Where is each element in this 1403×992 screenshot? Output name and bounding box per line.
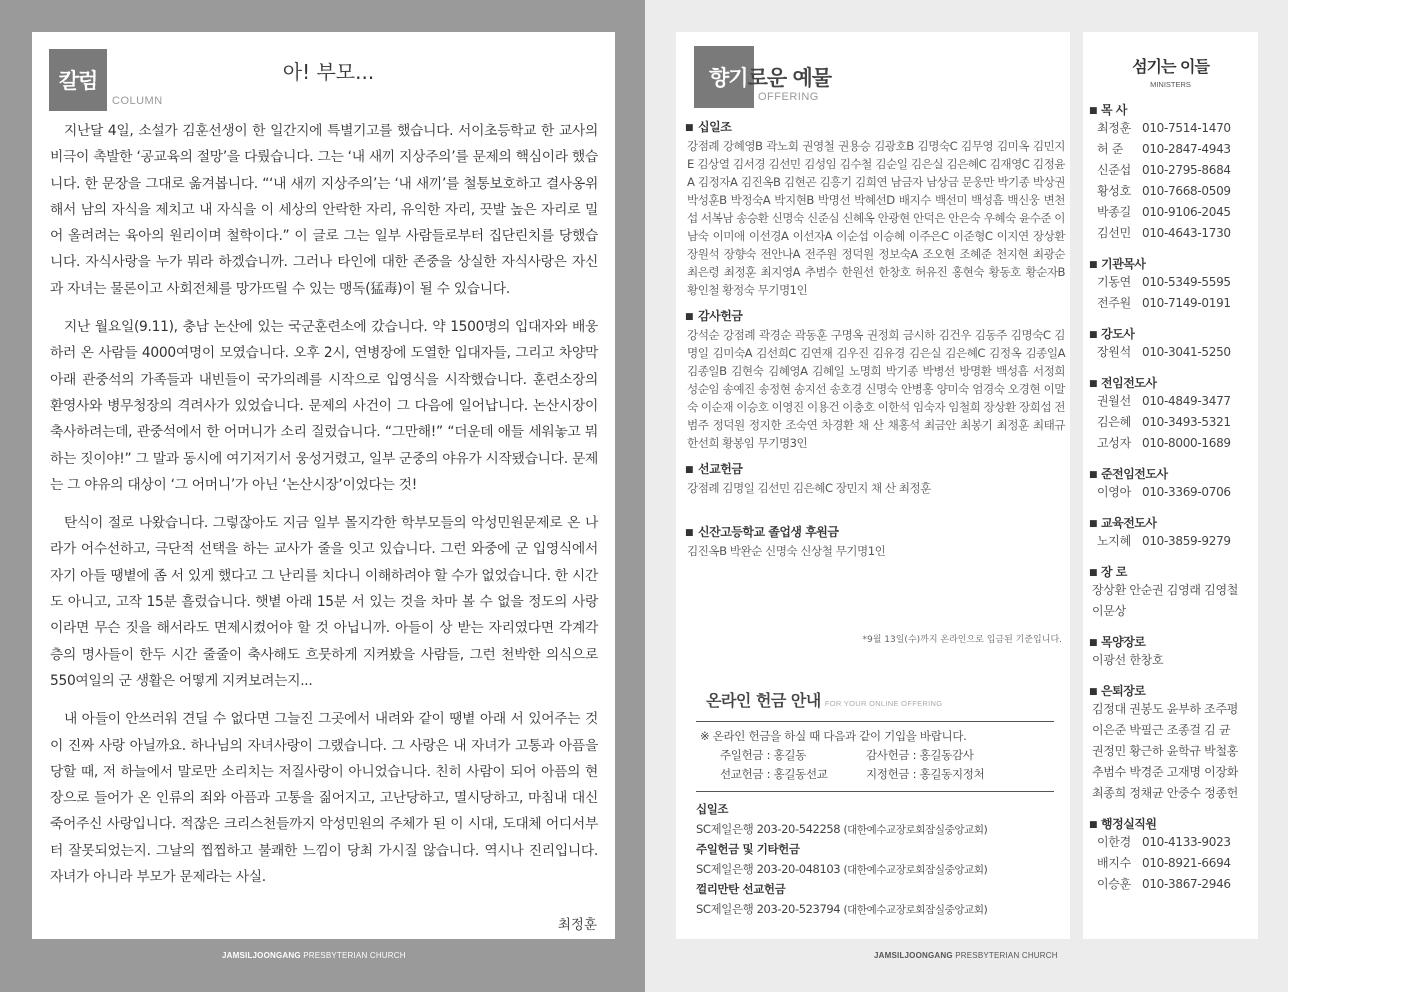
minister-name: 전주원	[1097, 296, 1131, 310]
minister-group-title: ■ 전임전도사	[1089, 374, 1254, 391]
group-gap	[1089, 552, 1254, 560]
minister-name: 김선민	[1097, 226, 1131, 240]
minister-name: 기동연	[1097, 275, 1131, 289]
minister-name: 이영아	[1097, 485, 1131, 499]
section-title-mission: ■ 선교헌금	[685, 460, 1065, 477]
column-paragraph: 지난달 4일, 소설가 김훈선생이 한 일간지에 특별기고를 했습니다. 서이초등학교 한 교사의 비극이 촉발한 ‘공교육의 절망’을 다뤘습니다. 그는 ‘내 새끼 지상주의’를 문제의 핵심이라 했습니다. 한 문장을 그대로 옮겨봅니다. “‘내 새끼 지상주의’는 ‘내 새끼’를 철통보호하고 결사옹위해서 남의 자식을 제치고 내 자식을 이 세상의 안락한 자리, 유익한 자리, 끗발 높은 자리로 밀어 올려려는 육아의 원리이며 철학이다.” 이 글로 그는 일부 사람들로부터 집단린치를 당했습니다. 자식사랑을 누가 뭐라 하겠습니까. 그러나 타인에 대한 존중을 상실한 자식사랑은 자신과 자녀는 물론이고 사회전체를 망가뜨릴 수 있는 맹독(猛毒)이 될 수 있습니다.	[50, 123, 598, 297]
offering-note: *9월 13일(수)까지 온라인으로 입금된 기준입니다.	[862, 635, 1062, 645]
divider	[696, 791, 1054, 792]
minister-name: 이승훈	[1097, 877, 1131, 891]
group-gap	[1089, 454, 1254, 462]
minister-phone: 010-9106-2045	[1142, 205, 1231, 219]
minister-phone: 010-7149-0191	[1142, 296, 1231, 310]
minister-phone: 010-3859-9279	[1142, 534, 1231, 548]
minister-row	[1089, 272, 1254, 293]
bank-accounts	[696, 800, 987, 920]
elder-names: 이문상	[1092, 604, 1126, 618]
minister-row	[1089, 342, 1254, 363]
column-tag: 칼럼	[49, 49, 107, 111]
guide-example: 선교헌금 : 홍길동선교	[720, 767, 828, 781]
divider	[696, 721, 1054, 722]
section-title-thanks: ■ 감사헌금	[685, 307, 1065, 324]
minister-group-title: ■ 교육전도사	[1089, 514, 1254, 531]
section-names-thanks: 강석순 강점례 곽경순 곽동훈 구명옥 권정희 금시하 김건우 김동주 김명숙C 김명일 김미숙A 김선희C 김연재 김우진 김유경 김은실 김은혜C 김정옥 김종일A 김종일B 김현숙 김혜영A 김혜일 노명희 박기종 박병선 방명환 백성흠 서정희 성순임 송예진 송정현 송지선 송호경 신명숙 안병홍 양미숙 엄경숙 오경현 이말숙 이순재 이승호 이영진 이용건 이충호 이한석 임숙자 임철희 장상환 장희섭 전범주 정덕원 정지한 조숙연 차경환 채 산 채홍석 최금안 최봉기 최정훈 최태규 한선희 황봉임 무기명3인	[687, 328, 1065, 450]
minister-row	[1089, 181, 1254, 202]
right-footer: JAMSILJOONGANG PRESBYTERIAN CHURCH	[874, 951, 1058, 960]
minister-group-title: ■ 목양장로	[1089, 633, 1254, 650]
minister-row	[1089, 293, 1254, 314]
minister-row	[1089, 139, 1254, 160]
section-title-tithe: ■ 십일조	[685, 118, 1065, 135]
minister-name: 고성자	[1097, 436, 1131, 450]
column-panel	[32, 32, 615, 939]
minister-phone: 010-4643-1730	[1142, 226, 1231, 240]
minister-row	[1089, 853, 1254, 874]
guide-example: 감사헌금 : 홍길동감사	[866, 748, 974, 762]
minister-row	[1089, 531, 1254, 552]
account-title: 껄리만탄 선교헌금	[696, 882, 786, 896]
group-gap	[1089, 622, 1254, 630]
minister-name: 김은혜	[1097, 415, 1131, 429]
ministers-list	[1089, 98, 1254, 895]
minister-row	[1089, 832, 1254, 853]
section-names-tithe: 강점례 강혜영B 곽노회 권영철 권용승 김광호B 김명숙C 김무영 김미옥 김민지E 김상열 김서경 김선민 김성임 김수철 김순일 김은실 김은혜C 김재영C 김정윤A 김정자A 김진옥B 김현곤 김흥기 김희연 남금자 남상금 문웅만 박기종 박상권 박성훈B 박정숙A 박지현B 박명선 박혜선D 배지수 백선미 백성흠 백신웅 변천섭 서복남 송승환 신명숙 신준심 신혜옥 안광현 안덕은 안은숙 우혜숙 윤수준 이남숙 이미애 이선경A 이선자A 이순섭 이승혜 이주은C 이준형C 이지연 장상환 장원석 장향숙 전안나A 전주원 정덕원 정보숙A 조오현 조혜준 천지현 최광순 최은령 최정훈 최지영A 추범수 한원선 한창호 허유진 홍현숙 황동호 황순자B 황인철 황정숙 무기명1인	[687, 139, 1065, 297]
column-paragraph: 내 아들이 안쓰러워 견딜 수 없다면 그늘진 그곳에서 내려와 같이 땡볕 아래 서 있어주는 것이 진짜 사랑 아닐까요. 하나님의 자녀사랑이 그랬습니다. 그 사랑은 내 자녀가 고통과 아픔을 당할 때, 저 하늘에서 말로만 소리치는 저질사랑이 아니었습니다. 친히 사람이 되어 아픔의 현장으로 들어가 온 인류의 죄와 아픔과 고통을 짊어지고, 고난당하고, 멸시당하고, 마침내 대신 죽어주신 사랑입니다. 적잖은 크리스천들까지 악성민원의 주체가 된 이 시대, 도대체 어디서부터 잘못되었는지. 그날의 찝찝하고 불쾌한 느낌이 당최 가시질 않습니다. 역시나 진리입니다. 자녀가 아니라 부모가 문제라는 사실.	[50, 711, 598, 886]
account-line: SC제일은행 203-20-523794 (대한예수교장로회잠실중앙교회)	[696, 901, 988, 916]
group-gap	[1089, 314, 1254, 322]
online-offering-title: 온라인 헌금 안내 FOR YOUR ONLINE OFFERING	[706, 691, 943, 710]
elder-names: 추범수 박경준 고재명 이장화	[1092, 765, 1239, 779]
column-body	[50, 118, 598, 902]
minister-phone: 010-3493-5321	[1142, 415, 1231, 429]
account-title: 주일헌금 및 기타헌금	[696, 842, 800, 856]
minister-group-title: ■ 기관목사	[1089, 255, 1254, 272]
column-author: 최정훈	[557, 917, 597, 933]
column-paragraph: 지난 월요일(9.11), 충남 논산에 있는 국군훈련소에 갔습니다. 약 1500명의 입대자와 배웅하러 온 사람들 4000여명이 모였습니다. 오후 2시, 연병장에 도열한 입대자들, 그리고 차양막 아래 관중석의 가족들과 내빈들이 국가의례를 시작으로 입영식을 시작했습니다. 훈련소장의 환영사와 병무청장의 격려사가 있었습니다. 문제의 사건이 그 다음에 일어납니다. 논산시장이 축사하려는데, 관중석에서 한 어머니가 소리 질렀습니다. “그만해!” “더운데 애들 세워놓고 뭐하는 짓이야!” 그 말과 동시에 여기저기서 웅성거렸고, 일부 군중의 야유가 시작됐습니다. 문제는 그 야유의 대상이 ‘그 어머니’가 아닌 ‘논산시장’이었다는 것!	[50, 319, 598, 493]
section-names-mission: 강점례 김명일 김선민 김은혜C 장민지 채 산 최정훈	[687, 481, 931, 495]
elder-names: 김정대 권봉도 윤부하 조주평	[1092, 702, 1239, 716]
minister-row	[1089, 874, 1254, 895]
minister-row	[1089, 412, 1254, 433]
left-footer: JAMSILJOONGANG PRESBYTERIAN CHURCH	[222, 951, 406, 960]
minister-row	[1089, 433, 1254, 454]
minister-phone: 010-2847-4943	[1142, 142, 1231, 156]
column-tag-subtitle: COLUMN	[112, 95, 163, 107]
group-gap	[1089, 363, 1254, 371]
minister-name: 장원석	[1097, 345, 1131, 359]
minister-group-title: ■ 목 사	[1089, 101, 1254, 118]
minister-phone: 010-3369-0706	[1142, 485, 1231, 499]
elder-names: 최종희 정채균 안중수 정종헌	[1092, 786, 1239, 800]
account-line: SC제일은행 203-20-542258 (대한예수교장로회잠실중앙교회)	[696, 821, 988, 836]
group-gap	[1089, 244, 1254, 252]
minister-phone: 010-8921-6694	[1142, 856, 1231, 870]
column-title: 아! 부모...	[282, 60, 375, 84]
minister-name: 노지혜	[1097, 534, 1131, 548]
minister-row	[1089, 118, 1254, 139]
minister-row	[1089, 160, 1254, 181]
ministers-title: 섬기는 이들	[1132, 57, 1209, 76]
minister-group-title: ■ 장 로	[1089, 563, 1254, 580]
minister-phone: 010-2795-8684	[1142, 163, 1231, 177]
minister-row	[1089, 391, 1254, 412]
minister-phone: 010-4849-3477	[1142, 394, 1231, 408]
group-gap	[1089, 671, 1254, 679]
group-gap	[1089, 503, 1254, 511]
minister-phone: 010-8000-1689	[1142, 436, 1231, 450]
minister-phone: 010-7668-0509	[1142, 184, 1231, 198]
offering-tag-subtitle: OFFERING	[758, 91, 819, 103]
minister-name: 이한경	[1097, 835, 1131, 849]
section-title-alumni: ■ 신잔고등학교 졸업생 후원금	[685, 523, 1065, 540]
account-line: SC제일은행 203-20-048103 (대한예수교장로회잠실중앙교회)	[696, 861, 988, 876]
minister-name: 박종길	[1097, 205, 1131, 219]
minister-group-title: ■ 강도사	[1089, 325, 1254, 342]
minister-name: 신준섭	[1097, 163, 1131, 177]
ministers-subtitle: MINISTERS	[1150, 80, 1191, 89]
guide-example: 주일헌금 : 홍길동	[720, 748, 806, 762]
online-offering-guide	[700, 727, 1016, 784]
minister-phone: 010-7514-1470	[1142, 121, 1231, 135]
minister-phone: 010-3867-2946	[1142, 877, 1231, 891]
minister-name: 배지수	[1097, 856, 1131, 870]
minister-phone: 010-5349-5595	[1142, 275, 1231, 289]
section-names-alumni: 김진옥B 박완순 신명숙 신상철 무기명1인	[687, 544, 886, 558]
minister-name: 황성호	[1097, 184, 1131, 198]
minister-group-title: ■ 준전임전도사	[1089, 465, 1254, 482]
minister-group-title: ■ 은퇴장로	[1089, 682, 1254, 699]
elder-names: 이광선 한창호	[1092, 653, 1164, 667]
offering-list	[685, 118, 1065, 568]
minister-row	[1089, 223, 1254, 244]
margin-background	[1288, 0, 1403, 992]
guide-example: 지정헌금 : 홍길동지정처	[866, 767, 985, 781]
minister-group-title: ■ 행정실직원	[1089, 815, 1254, 832]
minister-row	[1089, 202, 1254, 223]
offering-title: 향기로운 예물	[709, 66, 832, 90]
elder-names: 이은준 박필근 조종걸 김 균	[1092, 723, 1231, 737]
minister-phone: 010-3041-5250	[1142, 345, 1231, 359]
minister-name: 권월선	[1097, 394, 1131, 408]
ministers-panel	[1083, 32, 1258, 939]
minister-name: 허 준	[1097, 142, 1124, 156]
account-title: 십일조	[696, 802, 729, 816]
online-guide-intro: ※ 온라인 헌금을 하실 때 다음과 같이 기입을 바랍니다.	[700, 729, 967, 743]
minister-name: 최정훈	[1097, 121, 1131, 135]
elder-names: 권정민 황근하 윤학규 박철홍	[1092, 744, 1239, 758]
minister-phone: 010-4133-9023	[1142, 835, 1231, 849]
group-gap	[1089, 804, 1254, 812]
minister-row	[1089, 482, 1254, 503]
elder-names: 장상환 안순권 김영래 김영철	[1092, 583, 1239, 597]
column-paragraph: 탄식이 절로 나왔습니다. 그렇잖아도 지금 일부 몰지각한 학부모들의 악성민원문제로 온 나라가 어수선하고, 극단적 선택을 하는 교사가 줄을 잇고 있습니다. 그런 와중에 군 입영식에서 자기 아들 땡볕에 좀 서 있게 했다고 그 난리를 치다니 이해하려야 할 수가 없었습니다. 한 시간도 아니고, 고작 15분 흘렀습니다. 햇볕 아래 15분 서 있는 것을 차마 볼 수 없을 정도의 사랑이라면 무슨 짓을 해서라도 면제시켰어야 할 것 아닙니까. 아들이 상 받는 자리였다면 각계각층의 명사들이 한두 시간 줄줄이 축사해도 흐뭇하게 지켜봤을 사람들, 그런 천박한 의식으로 550여일의 군 생활은 어떻게 지켜보려는지...	[50, 515, 598, 689]
offering-panel	[676, 32, 1070, 939]
